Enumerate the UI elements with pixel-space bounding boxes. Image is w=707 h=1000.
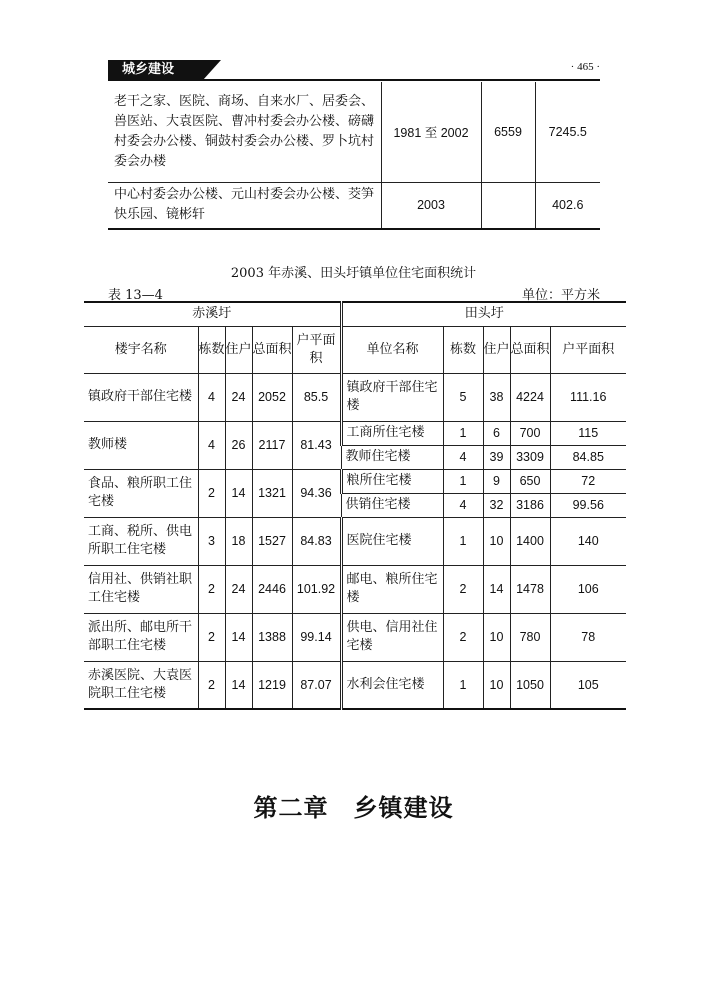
col-building-name: 楼宇名称 (84, 326, 198, 373)
left-count: 2 (198, 565, 225, 613)
right-avg: 105 (550, 661, 626, 709)
left-avg: 81.43 (292, 421, 341, 469)
left-name: 派出所、邮电所干部职工住宅楼 (84, 613, 198, 661)
table-row (84, 517, 626, 565)
right-name: 医院住宅楼 (341, 517, 443, 565)
right-area: 1050 (510, 661, 550, 709)
left-area: 2446 (252, 565, 292, 613)
left-area: 2117 (252, 421, 292, 469)
left-avg: 85.5 (292, 373, 341, 421)
page-number: · 465 · (570, 61, 600, 73)
right-avg: 84.85 (550, 445, 626, 469)
left-area: 1527 (252, 517, 292, 565)
households (481, 182, 535, 229)
left-households: 26 (225, 421, 252, 469)
col-unit-name: 单位名称 (341, 326, 443, 373)
right-count: 2 (443, 565, 483, 613)
right-name: 教师住宅楼 (341, 445, 443, 469)
right-count: 1 (443, 469, 483, 493)
left-count: 2 (198, 469, 225, 517)
table-row (108, 82, 600, 182)
right-count: 1 (443, 421, 483, 445)
right-count: 4 (443, 445, 483, 469)
section-tab-corner (203, 60, 221, 80)
section-tab: 城乡建设 (108, 60, 203, 80)
group-header-row (84, 302, 626, 326)
right-households: 38 (483, 373, 510, 421)
left-households: 14 (225, 613, 252, 661)
right-count: 4 (443, 493, 483, 517)
continuation-table (108, 82, 600, 230)
left-area: 1219 (252, 661, 292, 709)
right-households: 10 (483, 517, 510, 565)
right-name: 粮所住宅楼 (341, 469, 443, 493)
header-rule (108, 79, 600, 81)
right-name: 邮电、粮所住宅楼 (341, 565, 443, 613)
table-caption: 2003 年赤溪、田头圩镇单位住宅面积统计 (230, 266, 477, 281)
right-avg: 106 (550, 565, 626, 613)
left-name: 教师楼 (84, 421, 198, 469)
right-households: 32 (483, 493, 510, 517)
right-area: 4224 (510, 373, 550, 421)
building-names: 老干之家、医院、商场、自来水厂、居委会、兽医站、大袁医院、曹冲村委会办公楼、磅礴村委会办公楼、铜鼓村委会办公楼、罗卜坑村委会办楼 (108, 82, 381, 182)
right-households: 6 (483, 421, 510, 445)
right-households: 10 (483, 613, 510, 661)
group-chixi: 赤溪圩 (84, 302, 341, 326)
left-avg: 87.07 (292, 661, 341, 709)
right-area: 3186 (510, 493, 550, 517)
left-households: 24 (225, 565, 252, 613)
left-count: 4 (198, 373, 225, 421)
col-avg-area: 户平面积 (550, 326, 626, 373)
right-name: 供电、信用社住宅楼 (341, 613, 443, 661)
left-name: 工商、税所、供电所职工住宅楼 (84, 517, 198, 565)
col-total-area: 总面积 (510, 326, 550, 373)
left-count: 2 (198, 661, 225, 709)
building-names: 中心村委会办公楼、元山村委会办公楼、茭笋快乐园、镜彬轩 (108, 182, 381, 229)
housing-area-table (84, 301, 626, 710)
right-name: 水利会住宅楼 (341, 661, 443, 709)
left-count: 2 (198, 613, 225, 661)
left-households: 14 (225, 469, 252, 517)
right-avg: 140 (550, 517, 626, 565)
left-households: 24 (225, 373, 252, 421)
left-area: 1321 (252, 469, 292, 517)
right-area: 3309 (510, 445, 550, 469)
col-count: 栋数 (198, 326, 225, 373)
right-count: 5 (443, 373, 483, 421)
right-area: 700 (510, 421, 550, 445)
area: 402.6 (535, 182, 600, 229)
left-name: 食品、粮所职工住宅楼 (84, 469, 198, 517)
right-name: 镇政府干部住宅楼 (341, 373, 443, 421)
table-row (84, 613, 626, 661)
right-avg: 111.16 (550, 373, 626, 421)
right-name: 供销住宅楼 (341, 493, 443, 517)
right-area: 1400 (510, 517, 550, 565)
group-tiantou: 田头圩 (341, 302, 626, 326)
right-households: 39 (483, 445, 510, 469)
table-row (84, 565, 626, 613)
households: 6559 (481, 82, 535, 182)
right-households: 9 (483, 469, 510, 493)
col-total-area: 总面积 (252, 326, 292, 373)
col-households: 住户 (225, 326, 252, 373)
left-name: 信用社、供销社职工住宅楼 (84, 565, 198, 613)
right-avg: 115 (550, 421, 626, 445)
table-row (84, 373, 626, 421)
table-number: 表 13—4 (108, 288, 163, 303)
left-name: 赤溪医院、大袁医院职工住宅楼 (84, 661, 198, 709)
table-row (84, 421, 626, 445)
left-area: 1388 (252, 613, 292, 661)
right-avg: 78 (550, 613, 626, 661)
right-avg: 99.56 (550, 493, 626, 517)
area: 7245.5 (535, 82, 600, 182)
table-row (108, 182, 600, 229)
right-avg: 72 (550, 469, 626, 493)
left-households: 18 (225, 517, 252, 565)
column-header-row (84, 326, 626, 373)
right-area: 780 (510, 613, 550, 661)
left-avg: 99.14 (292, 613, 341, 661)
left-count: 4 (198, 421, 225, 469)
right-households: 14 (483, 565, 510, 613)
left-avg: 84.83 (292, 517, 341, 565)
table-unit: 单位：平方米 (521, 288, 600, 303)
left-avg: 94.36 (292, 469, 341, 517)
right-area: 1478 (510, 565, 550, 613)
build-year: 2003 (381, 182, 481, 229)
table-row (84, 469, 626, 493)
col-count: 栋数 (443, 326, 483, 373)
col-avg-area: 户平面积 (292, 326, 341, 373)
left-avg: 101.92 (292, 565, 341, 613)
right-area: 650 (510, 469, 550, 493)
col-households: 住户 (483, 326, 510, 373)
right-households: 10 (483, 661, 510, 709)
left-area: 2052 (252, 373, 292, 421)
left-count: 3 (198, 517, 225, 565)
right-count: 1 (443, 661, 483, 709)
right-count: 1 (443, 517, 483, 565)
chapter-title: 第二章 乡镇建设 (253, 794, 454, 822)
left-name: 镇政府干部住宅楼 (84, 373, 198, 421)
left-households: 14 (225, 661, 252, 709)
table-row (84, 661, 626, 709)
right-name: 工商所住宅楼 (341, 421, 443, 445)
right-count: 2 (443, 613, 483, 661)
build-year: 1981 至 2002 (381, 82, 481, 182)
